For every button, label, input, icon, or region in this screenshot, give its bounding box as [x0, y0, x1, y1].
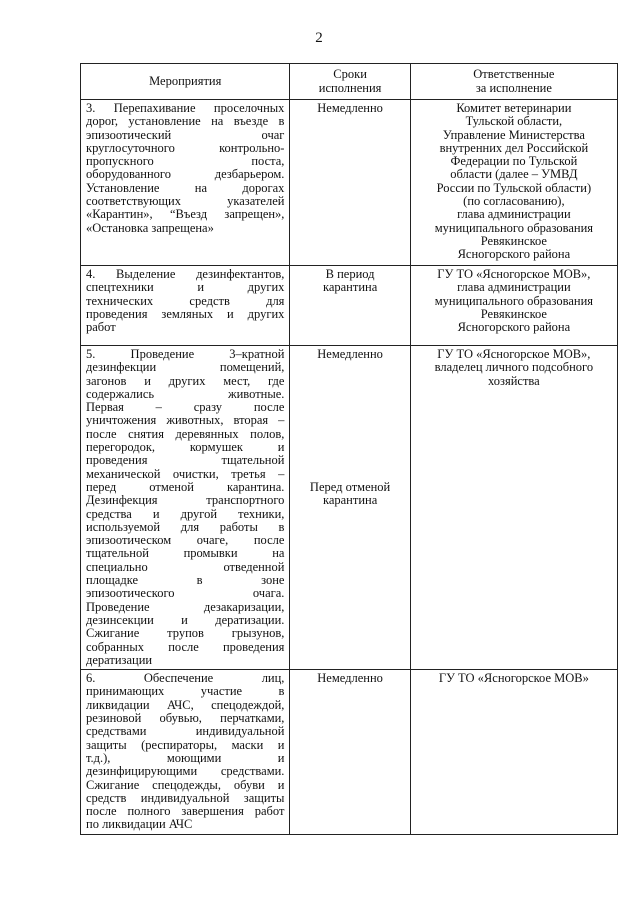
cell-line — [295, 375, 404, 388]
table-row — [81, 346, 618, 670]
cell-line: средств индивидуальной защиты — [86, 790, 285, 805]
cell-line: проведения тщательной — [86, 453, 285, 468]
cell-line: защиты (респираторы, маски и — [86, 737, 285, 752]
responsible-cell — [410, 670, 617, 835]
cell-line: ликвидации АЧС, спецодеждой, — [86, 697, 285, 712]
responsible-cell — [410, 346, 617, 670]
cell-line: России по Тульской области) — [436, 180, 592, 195]
cell-line: механической очистки, третья – — [86, 466, 285, 481]
cell-line: Перед отменой — [309, 479, 391, 494]
cell-line: 4. Выделение дезинфектантов, — [86, 267, 285, 281]
cell-line: Дезинфекция транспортного — [86, 493, 285, 508]
cell-line — [295, 401, 404, 414]
cell-line: глава администрации — [457, 280, 571, 295]
cell-line: муниципального образования — [434, 293, 594, 308]
cell-line — [295, 468, 404, 481]
table-row — [81, 266, 618, 346]
cell-line: Ревякинское — [480, 306, 547, 321]
measure-cell — [81, 266, 290, 346]
cell-line: 6. Обеспечение лиц, — [86, 671, 285, 686]
cell-line: эпизоотический очаг — [86, 127, 285, 142]
table-row — [81, 100, 618, 266]
page-number: 2 — [315, 30, 323, 46]
cell-line: загонов и других мест, где — [86, 373, 285, 388]
cell-line: эпизоотическом очаге, после — [86, 533, 285, 548]
cell-line: Комитет ветеринарии — [456, 101, 572, 115]
table-row — [81, 670, 618, 835]
cell-line: «Карантин», “Въезд запрещен», — [86, 207, 285, 222]
cell-line — [295, 414, 404, 427]
cell-line: Федерации по Тульской — [450, 154, 578, 169]
cell-line: работ — [86, 320, 116, 335]
cell-line: специально отведенной — [86, 559, 285, 574]
measure-cell — [81, 670, 290, 835]
cell-line: Ясногорского района — [457, 320, 571, 335]
cell-line: Сжигание спецодежды, обуви и — [86, 777, 285, 792]
cell-line: 3. Перепахивание проселочных — [86, 101, 285, 115]
cell-line: Проведение дезакаризации, — [86, 599, 285, 614]
cell-line: средства и другой техники, — [86, 506, 285, 521]
cell-line: Ясногорского района — [457, 247, 571, 262]
cell-line: используемой для работы в — [86, 519, 285, 534]
cell-line: содержались животные. — [86, 386, 285, 401]
cell-line: дорог, установление на въезде в — [86, 114, 285, 129]
table-header-row — [81, 64, 618, 100]
deadline-cell — [290, 346, 410, 670]
cell-line: резиновой обувью, перчатками, — [86, 711, 285, 726]
cell-line: средствами индивидуальной — [86, 724, 285, 739]
measures-table — [80, 63, 618, 835]
cell-line: области (далее – УМВД — [450, 167, 578, 182]
cell-line: ГУ ТО «Ясногорское МОВ», — [437, 347, 591, 361]
cell-line: дезинфицирующими средствами. — [86, 764, 285, 779]
cell-line: принимающих участие в — [86, 684, 285, 699]
cell-line: Немедленно — [317, 671, 383, 686]
cell-line: Немедленно — [317, 347, 383, 361]
cell-line: карантина — [322, 493, 378, 508]
cell-line: Управление Министерства — [442, 127, 585, 142]
cell-line: дезинсекции и дератизации. — [86, 612, 285, 627]
cell-line: соответствующих указателей — [86, 194, 285, 209]
cell-line: В период — [325, 267, 375, 281]
cell-line: круглосуточного контрольно- — [86, 140, 285, 155]
cell-line: Установление на дорогах — [86, 180, 285, 195]
cell-line: 5. Проведение 3–кратной — [86, 347, 285, 361]
cell-line — [295, 441, 404, 454]
cell-line: муниципального образования — [434, 220, 594, 235]
cell-line: после снятия деревянных полов, — [86, 426, 285, 441]
cell-line: эпизоотического очага. — [86, 586, 285, 601]
cell-line: дезинфекции помещений, — [86, 360, 285, 375]
header-measures: Мероприятия — [81, 64, 290, 100]
measure-cell — [81, 100, 290, 266]
cell-line: дератизации — [86, 652, 153, 667]
cell-line: после полного завершения работ — [86, 804, 285, 819]
cell-line — [295, 428, 404, 441]
deadline-cell — [290, 266, 410, 346]
cell-line: ГУ ТО «Ясногорское МОВ», — [437, 267, 591, 281]
cell-line: спецтехники и других — [86, 280, 285, 295]
cell-line: собранных после проведения — [86, 639, 285, 654]
responsible-cell — [410, 100, 617, 266]
header-responsible: Ответственные за исполнение — [410, 64, 617, 100]
cell-line: Ревякинское — [480, 233, 547, 248]
cell-line: глава администрации — [457, 207, 571, 222]
cell-line: пропускного поста, — [86, 154, 285, 169]
cell-line: перегородок, кормушек и — [86, 440, 285, 455]
cell-line: оборудованного дезбарьером. — [86, 167, 285, 182]
cell-line: владелец личного подсобного — [434, 360, 594, 375]
cell-line: (по согласованию), — [463, 194, 565, 209]
cell-line: карантина — [322, 280, 378, 295]
cell-line: хозяйства — [488, 373, 540, 388]
cell-line: площадке в зоне — [86, 573, 285, 588]
cell-line: технических средств для — [86, 293, 285, 308]
header-deadlines: Сроки исполнения — [290, 64, 410, 100]
cell-line: т.д.), моющими и — [86, 750, 285, 765]
cell-line: перед отменой карантина. — [86, 479, 285, 494]
cell-line: Немедленно — [317, 101, 383, 115]
cell-line: Первая – сразу после — [86, 400, 285, 415]
cell-line: по ликвидации АЧС — [86, 817, 193, 832]
cell-line: Тульской области, — [465, 114, 563, 129]
deadline-cell — [290, 100, 410, 266]
cell-line: проведения земляных и других — [86, 306, 285, 321]
cell-line: уничтожения животных, вторая – — [86, 413, 285, 428]
cell-line: ГУ ТО «Ясногорское МОВ» — [438, 671, 589, 686]
cell-line: внутренних дел Российской — [439, 140, 589, 155]
cell-line — [295, 388, 404, 401]
cell-line: «Остановка запрещена» — [86, 220, 214, 235]
measure-cell — [81, 346, 290, 670]
responsible-cell — [410, 266, 617, 346]
deadline-cell — [290, 670, 410, 835]
cell-line — [295, 361, 404, 374]
cell-line: тщательной промывки на — [86, 546, 285, 561]
cell-line — [295, 454, 404, 467]
cell-line: Сжигание трупов грызунов, — [86, 626, 285, 641]
